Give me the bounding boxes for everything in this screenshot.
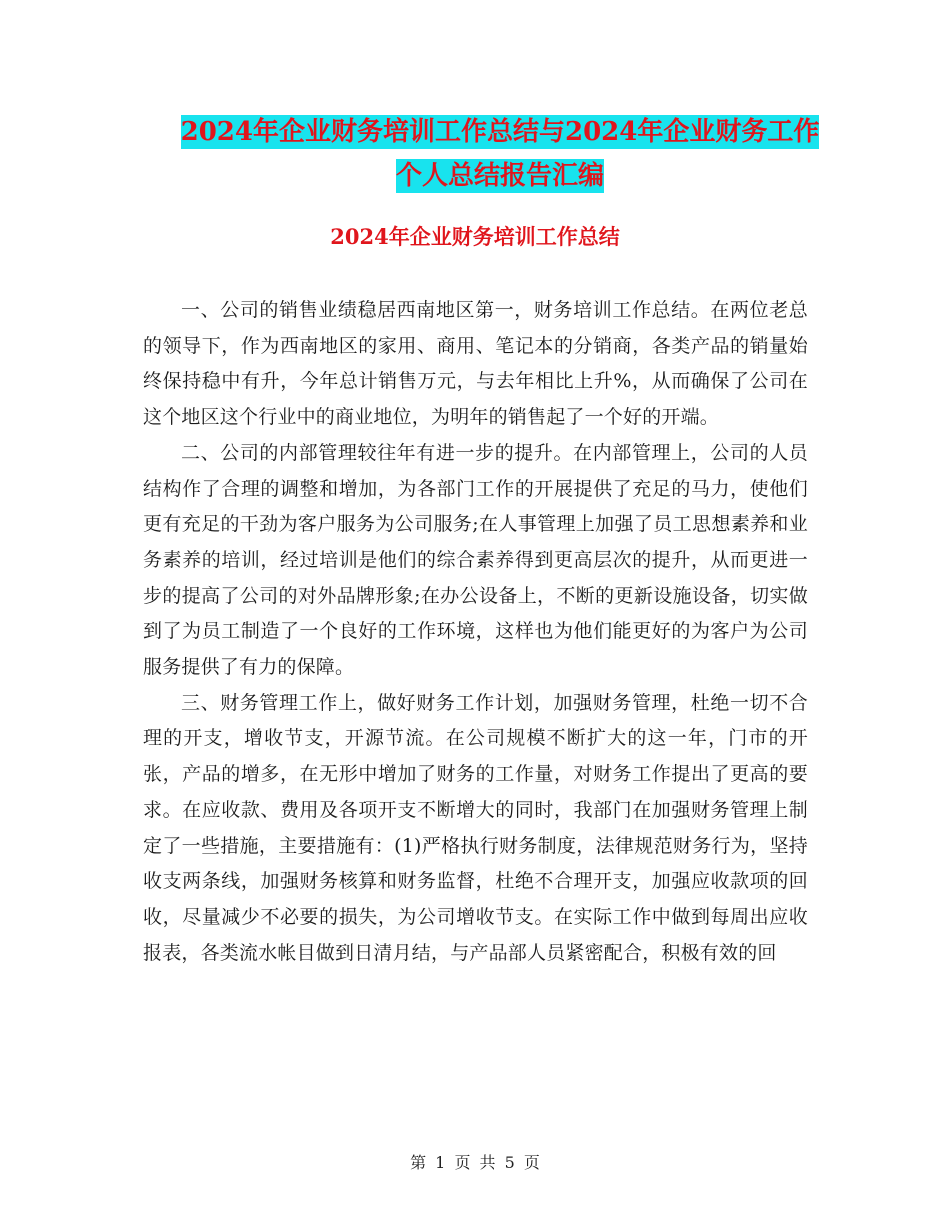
paragraph-1: 一、公司的销售业绩稳居西南地区第一，财务培训工作总结。在两位老总的领导下，作为西南地区的家用、商用、笔记本的分销商，各类产品的销量始终保持稳中有升，今年总计销售万元，与去年相比上升%，从而确保了公司在这个地区这个行业中的商业地位，为明年的销售起了一个好的开端。 bbox=[143, 299, 808, 429]
section-title: 2024年企业财务培训工作总结 bbox=[330, 224, 620, 249]
page-footer: 第 1 页 共 5 页 bbox=[410, 1153, 540, 1172]
document-title bbox=[140, 110, 860, 198]
document-body bbox=[143, 293, 808, 971]
paragraph-3: 三、财务管理工作上，做好财务工作计划，加强财务管理，杜绝一切不合理的开支，增收节支，开源节流。在公司规模不断扩大的这一年，门市的开张，产品的增多，在无形中增加了财务的工作量，对财务工作提出了更高的要求。在应收款、费用及各项开支不断增大的同时，我部门在加强财务管理上制定了一些措施，主要措施有：(1)严格执行财务制度，法律规范财务行为，坚持收支两条线，加强财务核算和财务监督，杜绝不合理开支，加强应收款项的回收，尽量减少不必要的损失，为公司增收节支。在实际工作中做到每周出应收报表，各类流水帐目做到日清月结，与产品部人员紧密配合，积极有效的回 bbox=[143, 691, 808, 964]
paragraph-2: 二、公司的内部管理较往年有进一步的提升。在内部管理上，公司的人员结构作了合理的调整和增加，为各部门工作的开展提供了充足的马力，使他们更有充足的干劲为客户服务为公司服务;在人事管理上加强了员工思想素养和业务素养的培训，经过培训是他们的综合素养得到更高层次的提升，从而更进一步的提高了公司的对外品牌形象;在办公设备上，不断的更新设施设备，切实做到了为员工制造了一个良好的工作环境，这样也为他们能更好的为客户为公司服务提供了有力的保障。 bbox=[143, 441, 808, 679]
document-title-line-1: 2024年企业财务培训工作总结与2024年企业财务工作 bbox=[180, 117, 820, 147]
document-title-line-2: 个人总结报告汇编 bbox=[395, 161, 604, 191]
